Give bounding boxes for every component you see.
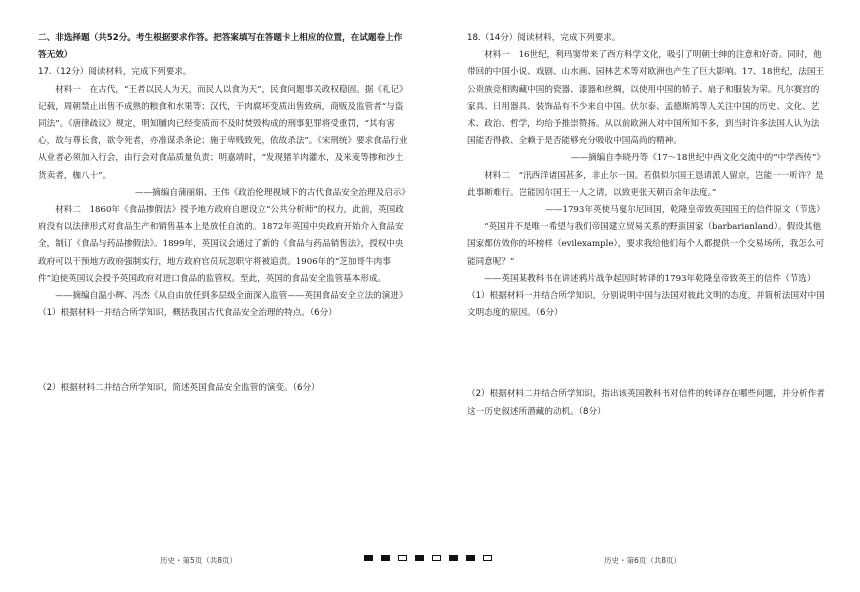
answer-space <box>38 322 410 380</box>
q18-material-2: 材料二 “汛西洋诸国甚多，非止尔一国。若俱似尔国王恳请派人留京，岂能一一听许？是此事断难行。岂能因尔国王一人之请，以致更张天朝百余年法度。” <box>467 170 824 198</box>
q17-material-2: 材料二 1860年《食品掺假法》授予地方政府自愿设立“公共分析师”的权力，此前，英国政府没有以法律形式对食品生产和销售基本上是放任自流的。1872年英国中央政府开始介入食品安全，制订《食品与药品掺假法》。1899年，英国议会通过了新的《食品与药品销售法》，授权中央政府可以干预地方政府强制实行，地方政府官员玩忽职守将被追责。1906年的“芝加哥牛肉事件”迫使英国议会授予英国政府对进口食品的监管权。至此，英国的食品安全监管基本形成。 <box>38 205 404 284</box>
q18-part-1: （1）根据材料一并结合所学知识，分别说明中国与法国对彼此文明的态度，并简析法国对中国文明态度的原因。（6分） <box>467 291 825 319</box>
q18-material-1-source: ——摘编自李晓丹等《17～18世纪中西文化交流中的“中学西传”》 <box>570 153 825 164</box>
question-18-header: 18.（14分）阅读材料，完成下列要求。 <box>467 33 621 43</box>
answer-space <box>467 322 825 386</box>
print-marks <box>364 555 492 561</box>
question-17-header: 17.（12分）阅读材料，完成下列要求。 <box>38 67 192 78</box>
q17-part-1: （1）根据材料一并结合所学知识，概括我国古代食品安全治理的特点。（6分） <box>38 308 337 319</box>
print-mark <box>466 555 475 561</box>
print-mark <box>398 555 407 561</box>
q17-part-2: （2）根据材料二并结合所学知识，简述英国食品安全监管的演变。（6分） <box>38 383 320 394</box>
left-page-footer: 历史・第5页（共8页） <box>160 556 238 565</box>
q17-material-1-source: ——摘编自蒲丽娟、王伟《政治伦理视域下的古代食品安全治理及启示》 <box>134 187 410 198</box>
q18-material-2-translation: “英国并不是唯一希望与我们帝国建立贸易关系的野蛮国家（barbarianland）。假设其他国家都仿效你的坏榜样（evilexample），要求我给他们每个人都提供一个交易场所，我怎么可能同意呢？” <box>467 222 825 267</box>
q18-material-2-translation-source: ——英国某教科书在讲述鸦片战争起因时转译的1793年乾隆皇帝致英王的信件（节选） <box>484 273 816 284</box>
section-header: 二、非选择题（共52分。考生根据要求作答。把答案填写在答题卡上相应的位置，在试题卷上作答无效） <box>38 33 403 61</box>
print-mark <box>483 555 492 561</box>
print-mark <box>449 555 458 561</box>
right-column <box>467 30 825 421</box>
q18-material-2-source: ——1793年英使马戛尔尼回国，乾隆皇帝致英国国王的信件原文（节选） <box>545 205 825 216</box>
q18-material-1: 材料一 16世纪，利玛窦带来了西方科学文化，吸引了明朝士绅的注意和好奇。同时，他带回的中国小说、戏剧、山水画、园林艺术等对欧洲也产生了巨大影响。17、18世纪，法国王公贵族竞相购藏中国的瓷器、漆器和丝绸，以使用中国的轿子、扇子和服装为荣。凡尔赛宫的家具、日用器具、装饰品有不少来自中国。伏尔泰、孟德斯鸠等人关注中国的历史、文化、艺术、政治、哲学，均给予推崇赞扬。从以前欧洲人对中国所知不多，到当时许多法国人认为法国能否得救、全赖于是否能够充分吸收中国高尚的精神。 <box>467 50 825 147</box>
print-mark <box>432 555 441 561</box>
print-mark <box>415 555 424 561</box>
right-page-footer: 历史・第6页（共8页） <box>604 556 682 565</box>
q17-material-1: 材料一 在古代，“王者以民人为天，而民人以食为天”，民食问题事关政权稳固。据《礼记》记载，周朝禁止出售不成熟的粮食和水果等；汉代，干肉腐坏变质出售致病，商贩及监管者“与盗同法”。《唐律疏议》规定，明知脯肉已经变质而不及时焚毁构成的刑事犯罪将受重罚，“其有害心，故与尊长食，欲令死者，亦准谋杀条论；施于卑贱致死，依故杀法”。《宋刑统》要求食品行业从业者必须加入行会，由行会对食品质量负责；明嘉靖时，“发现猪羊肉灌水，及米麦等掺和沙土货卖者，枷八十”。 <box>38 84 408 181</box>
q18-part-2: （2）根据材料二并结合所学知识，指出该英国教科书对信件的转译存在哪些问题，并分析作者这一历史叙述所潜藏的动机。（8分） <box>467 389 825 417</box>
left-column <box>38 30 410 398</box>
print-mark <box>364 555 373 561</box>
print-mark <box>381 555 390 561</box>
q17-material-2-source: ——摘编自温小辉、冯杰《从自由放任到多层级全面深入监管——英国食品安全立法的演进》 <box>55 291 408 302</box>
